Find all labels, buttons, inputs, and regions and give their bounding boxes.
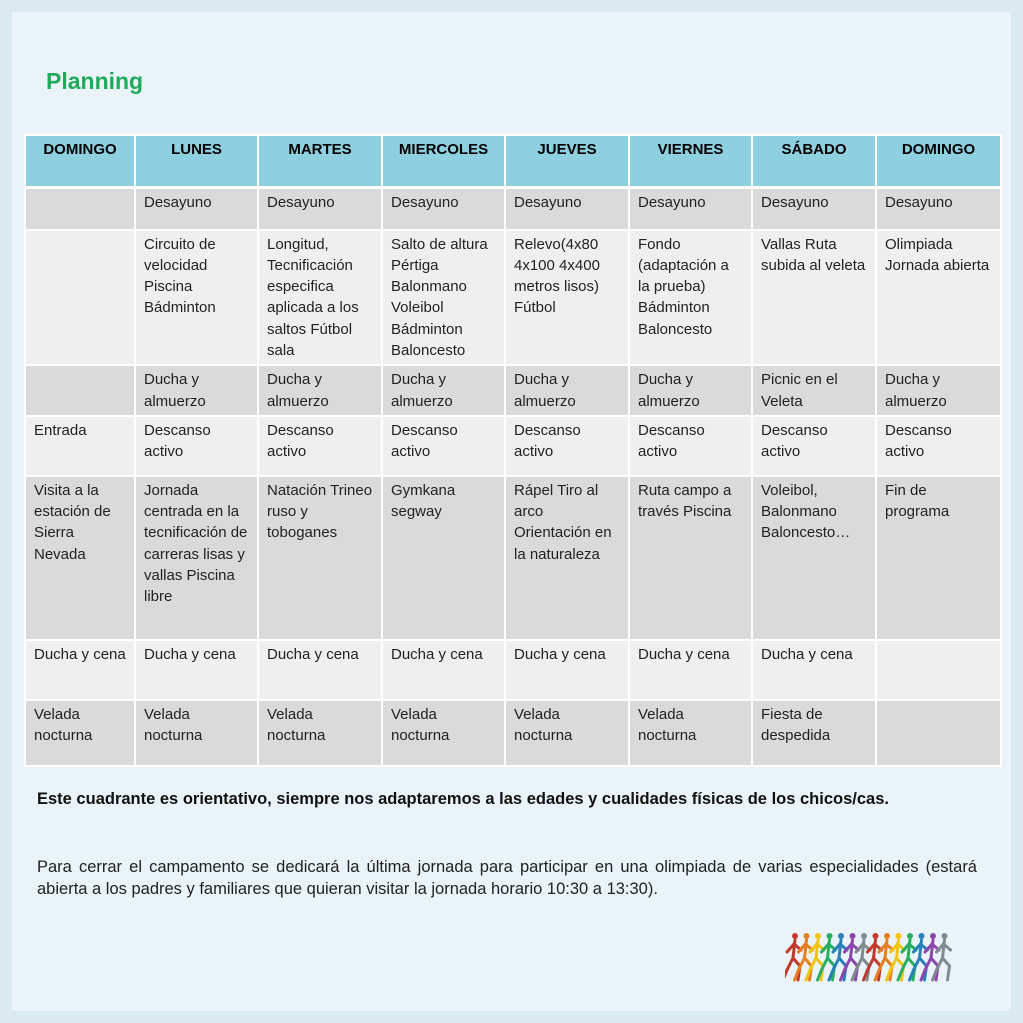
header-cell: MIERCOLES [382, 135, 505, 188]
table-row [25, 700, 1001, 766]
table-cell: Visita a la estación de Sierra Nevada [25, 476, 135, 640]
table-cell: Ducha y cena [382, 640, 505, 700]
table-row [25, 416, 1001, 476]
table-cell: Ducha y cena [752, 640, 876, 700]
table-cell: Ducha y almuerzo [258, 365, 382, 416]
table-cell: Desayuno [876, 188, 1001, 230]
table-cell [25, 365, 135, 416]
table-cell: Desayuno [752, 188, 876, 230]
table-cell: Longitud, Tecnificación especifica aplicada a los saltos Fútbol sala [258, 230, 382, 366]
table-cell: Salto de altura Pértiga Balonmano Voleibol Bádminton Baloncesto [382, 230, 505, 366]
table-row [25, 476, 1001, 640]
runner-figure [933, 933, 951, 980]
table-cell: Entrada [25, 416, 135, 476]
table-cell: Picnic en el Veleta [752, 365, 876, 416]
table-cell: Ruta campo a través Piscina [629, 476, 752, 640]
header-cell: LUNES [135, 135, 258, 188]
table-cell: Velada nocturna [135, 700, 258, 766]
table-cell: Jornada centrada en la tecnificación de carreras lisas y vallas Piscina libre [135, 476, 258, 640]
table-cell: Desayuno [258, 188, 382, 230]
table-cell: Ducha y almuerzo [382, 365, 505, 416]
table-cell: Descanso activo [135, 416, 258, 476]
table-cell: Fondo (adaptación a la prueba) Bádminton Baloncesto [629, 230, 752, 366]
table-row [25, 230, 1001, 366]
header-cell: DOMINGO [25, 135, 135, 188]
table-cell: Ducha y cena [25, 640, 135, 700]
closing-paragraph: Para cerrar el campamento se dedicará la última jornada para participar en una olimpiada de varias especialidades (estará abierta a los padres y familiares que quieran visitar la jornada horario 10:30 a 13:30). [37, 858, 977, 898]
table-cell: Descanso activo [752, 416, 876, 476]
table-header-row [25, 135, 1001, 188]
header-cell: DOMINGO [876, 135, 1001, 188]
table-cell: Ducha y cena [258, 640, 382, 700]
header-cell: JUEVES [505, 135, 629, 188]
table-cell: Descanso activo [382, 416, 505, 476]
table-cell: Natación Trineo ruso y toboganes [258, 476, 382, 640]
table-cell [876, 700, 1001, 766]
header-cell: MARTES [258, 135, 382, 188]
table-cell: Ducha y almuerzo [135, 365, 258, 416]
table-cell: Desayuno [505, 188, 629, 230]
table-cell: Descanso activo [629, 416, 752, 476]
table-cell: Descanso activo [505, 416, 629, 476]
table-cell: Desayuno [135, 188, 258, 230]
runners-icon [785, 928, 960, 986]
page-title: Planning [46, 68, 144, 94]
table-cell: Desayuno [629, 188, 752, 230]
table-cell [25, 188, 135, 230]
table-cell: Velada nocturna [505, 700, 629, 766]
table-row [25, 640, 1001, 700]
table-cell: Fiesta de despedida [752, 700, 876, 766]
table-cell: Velada nocturna [629, 700, 752, 766]
table-cell: Relevo(4x80 4x100 4x400 metros lisos) Fútbol [505, 230, 629, 366]
table-cell: Velada nocturna [258, 700, 382, 766]
schedule-table [24, 134, 1002, 767]
table-row [25, 365, 1001, 416]
table-cell: Descanso activo [258, 416, 382, 476]
table-cell: Velada nocturna [25, 700, 135, 766]
table-cell: Voleibol, Balonmano Baloncesto… [752, 476, 876, 640]
table-cell: Circuito de velocidad Piscina Bádminton [135, 230, 258, 366]
table-cell: Olimpiada Jornada abierta [876, 230, 1001, 366]
table-cell: Descanso activo [876, 416, 1001, 476]
table-cell: Ducha y cena [505, 640, 629, 700]
table-cell: Gymkana segway [382, 476, 505, 640]
table-cell: Desayuno [382, 188, 505, 230]
table-cell [25, 230, 135, 366]
table-cell: Rápel Tiro al arco Orientación en la naturaleza [505, 476, 629, 640]
table-cell: Fin de programa [876, 476, 1001, 640]
table-cell: Ducha y almuerzo [505, 365, 629, 416]
header-cell: VIERNES [629, 135, 752, 188]
table-cell: Velada nocturna [382, 700, 505, 766]
table-cell [876, 640, 1001, 700]
table-cell: Ducha y cena [135, 640, 258, 700]
table-cell: Ducha y almuerzo [876, 365, 1001, 416]
table-cell: Ducha y cena [629, 640, 752, 700]
table-row [25, 188, 1001, 230]
disclaimer-note: Este cuadrante es orientativo, siempre nos adaptaremos a las edades y cualidades físicas de los chicos/cas. [37, 790, 889, 808]
table-cell: Ducha y almuerzo [629, 365, 752, 416]
header-cell: SÁBADO [752, 135, 876, 188]
table-cell: Vallas Ruta subida al veleta [752, 230, 876, 366]
